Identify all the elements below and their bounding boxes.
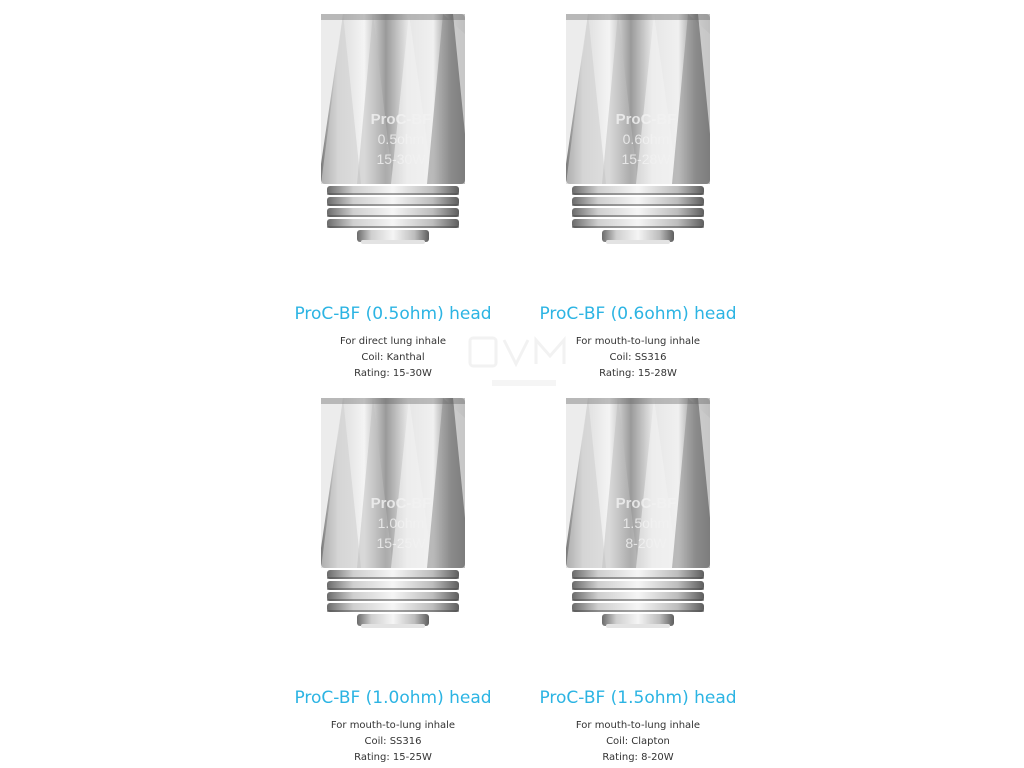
- coil-text: Coil: SS316: [364, 736, 422, 747]
- coil-head-image: [558, 398, 718, 630]
- rating-text: Rating: 15-28W: [599, 368, 677, 379]
- product-card: [508, 384, 768, 768]
- engraving-wattage: 8-20W: [625, 535, 667, 551]
- coil-head-image: [313, 14, 473, 246]
- engraving-resistance: 0.5ohm: [377, 131, 425, 147]
- engraving-brand: ProC-BF: [615, 495, 677, 512]
- coil-text: Coil: SS316: [609, 352, 667, 363]
- coil-text: Coil: Clapton: [606, 736, 670, 747]
- product-title: ProC-BF (0.6ohm) head: [539, 304, 737, 324]
- rating-text: Rating: 15-30W: [354, 368, 432, 379]
- coil-head-image: [313, 398, 473, 630]
- engraving-resistance: 0.6ohm: [622, 131, 670, 147]
- product-title: ProC-BF (1.0ohm) head: [294, 688, 492, 708]
- product-card: [263, 0, 523, 384]
- usage-text: For direct lung inhale: [339, 336, 447, 347]
- engraving-brand: ProC-BF: [615, 111, 677, 128]
- coil-text: Coil: Kanthal: [361, 352, 425, 363]
- usage-text: For mouth-to-lung inhale: [575, 720, 701, 731]
- engraving-resistance: 1.0ohm: [377, 515, 425, 531]
- engraving-brand: ProC-BF: [370, 495, 432, 512]
- usage-text: For mouth-to-lung inhale: [330, 720, 456, 731]
- product-title: ProC-BF (0.5ohm) head: [294, 304, 492, 324]
- product-specs: [508, 718, 768, 766]
- product-card: [508, 0, 768, 384]
- coil-head-image: [558, 14, 718, 246]
- engraving-wattage: 15-28W: [621, 151, 671, 167]
- rating-text: Rating: 8-20W: [602, 752, 674, 763]
- rating-text: Rating: 15-25W: [354, 752, 432, 763]
- engraving-brand: ProC-BF: [370, 111, 432, 128]
- usage-text: For mouth-to-lung inhale: [575, 336, 701, 347]
- product-title: ProC-BF (1.5ohm) head: [539, 688, 737, 708]
- product-specs: [508, 334, 768, 382]
- product-specs: [263, 334, 523, 382]
- engraving-wattage: 15-30W: [376, 151, 426, 167]
- product-card: [263, 384, 523, 768]
- engraving-resistance: 1.5ohm: [622, 515, 670, 531]
- product-specs: [263, 718, 523, 766]
- engraving-wattage: 15-25W: [376, 535, 426, 551]
